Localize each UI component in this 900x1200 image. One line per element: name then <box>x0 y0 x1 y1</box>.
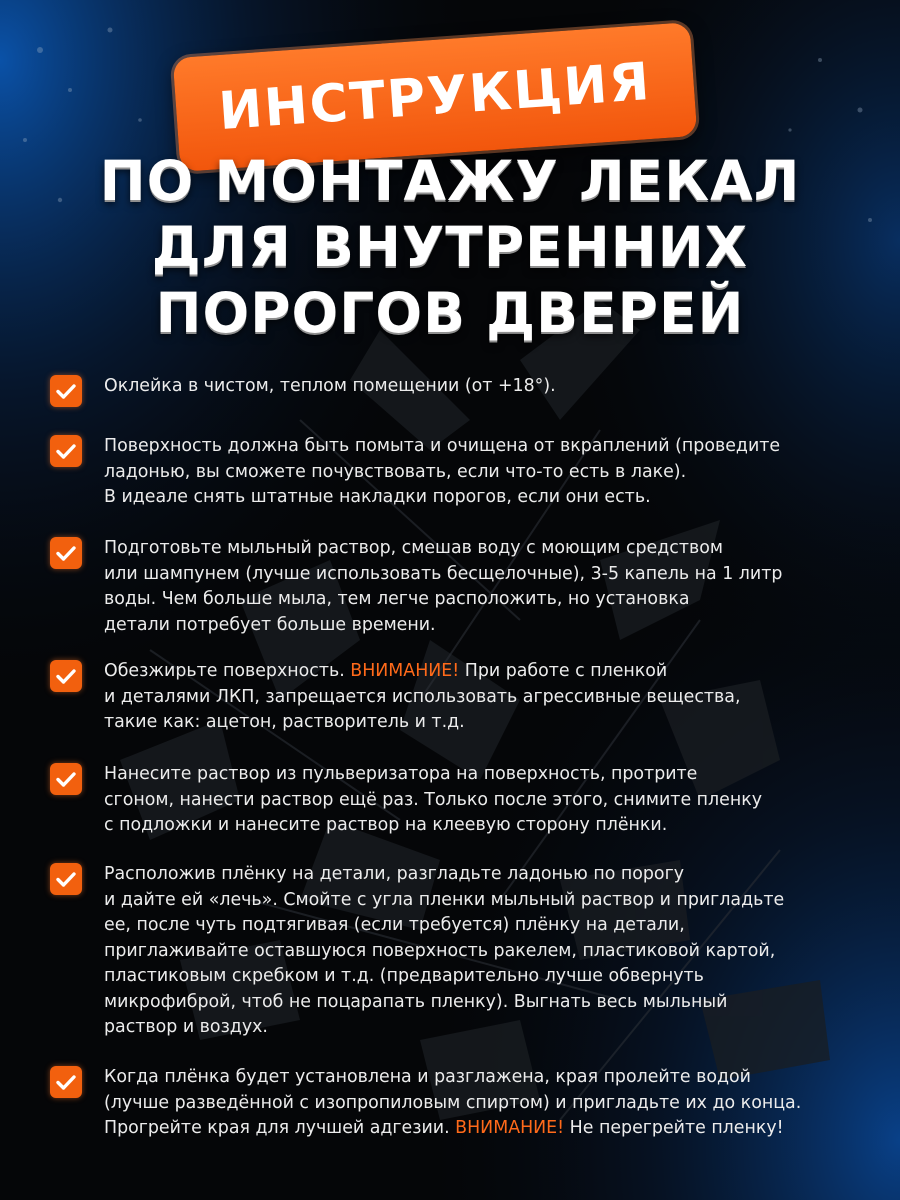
title-line: ПО МОНТАЖУ ЛЕКАЛ <box>99 149 801 213</box>
warning-label: ВНИМАНИЕ! <box>455 1118 565 1138</box>
step-line: или шампунем (лучше использовать бесщелочные), 3-5 капель на 1 литр <box>104 563 783 584</box>
step-line: с подложки и нанесите раствор на клеевую сторону плёнки. <box>104 815 668 835</box>
checkmark-icon <box>50 375 82 407</box>
step-line: приглаживайте оставшуюся поверхность ракелем, пластиковой картой, <box>104 940 776 961</box>
title-line: ПОРОГОВ ДВЕРЕЙ <box>155 281 745 345</box>
step-line-part: При работе с пленкой <box>459 661 668 681</box>
step-text <box>104 659 884 736</box>
step-line: Поверхность должна быть помыта и очищена от вкраплений (проведите <box>104 436 781 456</box>
step-line: ладонью, вы сможете почувствовать, если что-то есть в лаке). <box>104 461 687 482</box>
step-text <box>104 762 884 839</box>
step-line: сгоном, нанести раствор ещё раз. Только после этого, снимите пленку <box>104 789 763 810</box>
step-line: и деталями ЛКП, запрещается использовать агрессивные вещества, <box>104 686 741 707</box>
step-line <box>104 1116 884 1142</box>
step-line: (лучше разведённой с изопропиловым спиртом) и пригладьте их до конца. <box>104 1092 802 1113</box>
step-line: микрофиброй, чтоб не поцарапать пленку). Выгнать весь мыльный <box>104 991 728 1012</box>
step-line: воды. Чем больше мыла, тем легче расположить, но установка <box>104 589 690 609</box>
step-line-part: Не перегрейте пленку! <box>564 1118 784 1138</box>
step-line: Нанесите раствор из пульверизатора на поверхность, протрите <box>104 764 698 784</box>
step-line-part: Обезжирьте поверхность. <box>104 661 351 681</box>
step-text <box>104 862 884 1041</box>
checkmark-icon <box>50 763 82 795</box>
step-text <box>104 374 884 400</box>
checkmark-icon <box>50 1066 82 1098</box>
step-text <box>104 434 884 511</box>
warning-label: ВНИМАНИЕ! <box>350 661 460 681</box>
step-line: В идеале снять штатные накладки порогов, если они есть. <box>104 487 651 507</box>
badge-label: ИНСТРУКЦИЯ <box>216 51 654 143</box>
step-line: пластиковым скребком и т.д. (предварительно лучше обвернуть <box>104 966 704 986</box>
step-line: Когда плёнка будет установлена и разглажена, края пролейте водой <box>104 1067 751 1087</box>
checkmark-icon <box>50 660 82 692</box>
step-line: Расположив плёнку на детали, разгладьте ладонью по порогу <box>104 864 684 884</box>
step-text <box>104 1065 884 1142</box>
checkmark-icon <box>50 435 82 467</box>
step-line: Оклейка в чистом, теплом помещении (от +18°). <box>104 376 556 396</box>
step-line: и дайте ей «лечь». Смойте с угла пленки мыльный раствор и пригладьте <box>104 889 785 910</box>
step-line: ее, после чуть подтягивая (если требуется) плёнку на детали, <box>104 915 685 935</box>
step-line: раствор и воздух. <box>104 1017 268 1037</box>
step-line: такие как: ацетон, растворитель и т.д. <box>104 712 465 732</box>
checkmark-icon <box>50 537 82 569</box>
step-line <box>104 659 884 685</box>
step-line-part: Прогрейте края для лучшей адгезии. <box>104 1118 456 1138</box>
step-line: детали потребует больше времени. <box>104 614 436 635</box>
checkmark-icon <box>50 863 82 895</box>
title-line: ДЛЯ ВНУТРЕННИХ <box>151 215 749 279</box>
page-title <box>0 148 900 346</box>
step-text <box>104 536 884 638</box>
step-line: Подготовьте мыльный раствор, смешав воду с моющим средством <box>104 538 723 558</box>
